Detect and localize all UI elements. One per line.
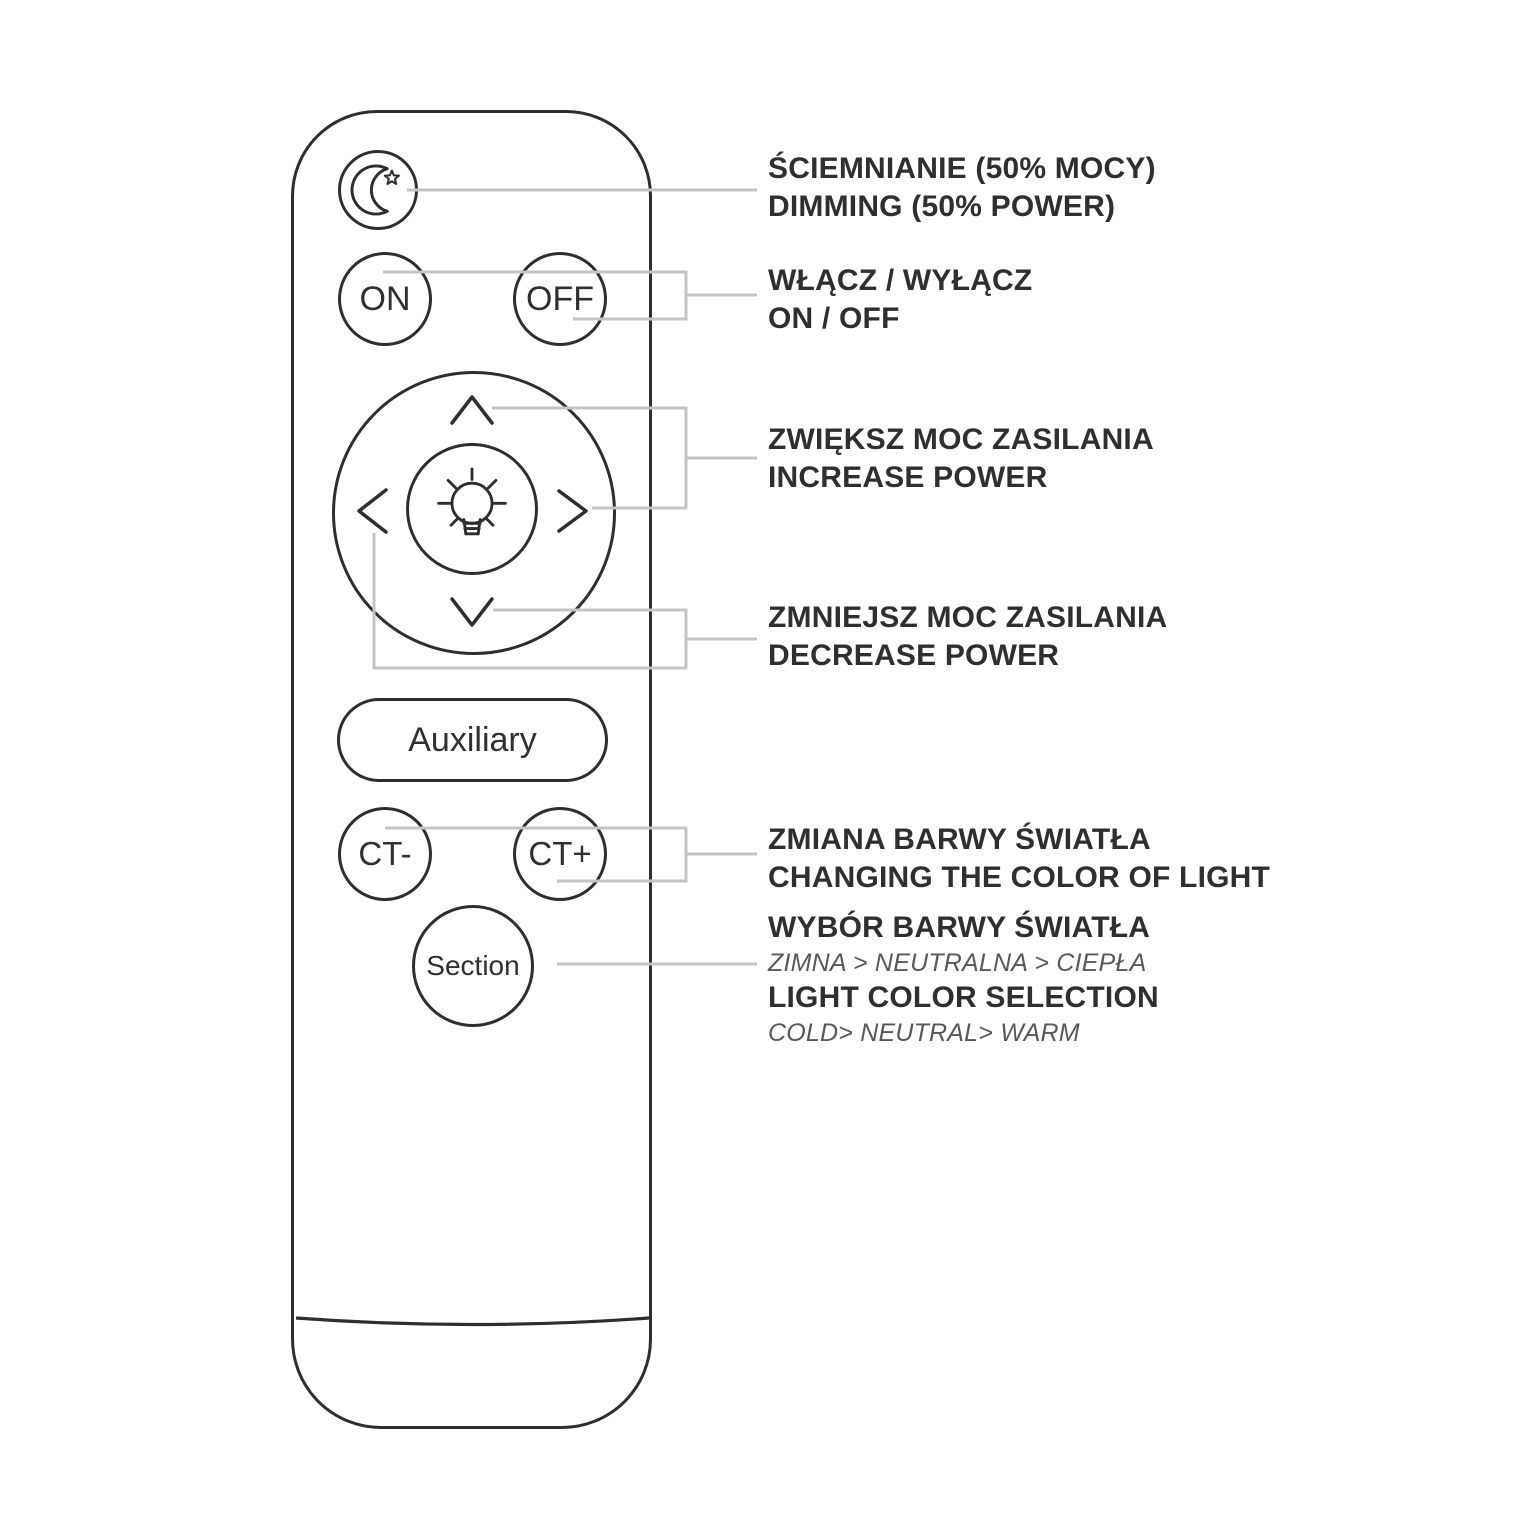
label-color-change-pl: ZMIANA BARWY ŚWIATŁA — [768, 823, 1151, 856]
label-color-selection-pl: WYBÓR BARWY ŚWIATŁA — [768, 911, 1151, 944]
auxiliary-button-label: Auxiliary — [408, 720, 537, 759]
label-dimming-pl: ŚCIEMNIANIE (50% MOCY) — [768, 152, 1156, 185]
label-color-change-en: CHANGING THE COLOR OF LIGHT — [768, 861, 1271, 894]
label-color-change — [768, 821, 1270, 897]
label-increase-power — [768, 421, 1154, 497]
ct-minus-button[interactable] — [338, 807, 432, 901]
ct-plus-label: CT+ — [528, 835, 592, 872]
label-color-selection — [768, 909, 1159, 1049]
section-button[interactable] — [412, 905, 534, 1027]
section-button-label: Section — [426, 950, 520, 981]
label-on-off-pl: WŁĄCZ / WYŁĄCZ — [768, 264, 1033, 297]
auxiliary-button[interactable] — [337, 698, 608, 782]
label-color-selection-pl-sub: ZIMNA > NEUTRALNA > CIEPŁA — [768, 949, 1147, 977]
label-on-off-en: ON / OFF — [768, 302, 900, 335]
label-increase-pl: ZWIĘKSZ MOC ZASILANIA — [768, 423, 1154, 456]
off-button[interactable] — [513, 252, 607, 346]
label-color-selection-en-sub: COLD> NEUTRAL> WARM — [768, 1019, 1080, 1047]
label-decrease-en: DECREASE POWER — [768, 639, 1060, 672]
label-increase-en: INCREASE POWER — [768, 461, 1048, 494]
dimming-button[interactable] — [338, 150, 418, 230]
off-button-label: OFF — [526, 279, 594, 318]
label-decrease-pl: ZMNIEJSZ MOC ZASILANIA — [768, 601, 1168, 634]
label-dimming — [768, 150, 1156, 226]
on-button-label: ON — [359, 279, 411, 318]
label-decrease-power — [768, 599, 1167, 675]
dpad-center-button[interactable] — [406, 443, 538, 575]
ct-plus-button[interactable] — [513, 807, 607, 901]
ct-minus-label: CT- — [358, 835, 412, 872]
crescent-moon-with-star-icon — [341, 150, 415, 230]
light-bulb-rays-icon — [409, 443, 535, 575]
label-dimming-en: DIMMING (50% POWER) — [768, 190, 1116, 223]
label-on-off — [768, 262, 1032, 338]
label-color-selection-en: LIGHT COLOR SELECTION — [768, 981, 1159, 1014]
on-button[interactable] — [338, 252, 432, 346]
